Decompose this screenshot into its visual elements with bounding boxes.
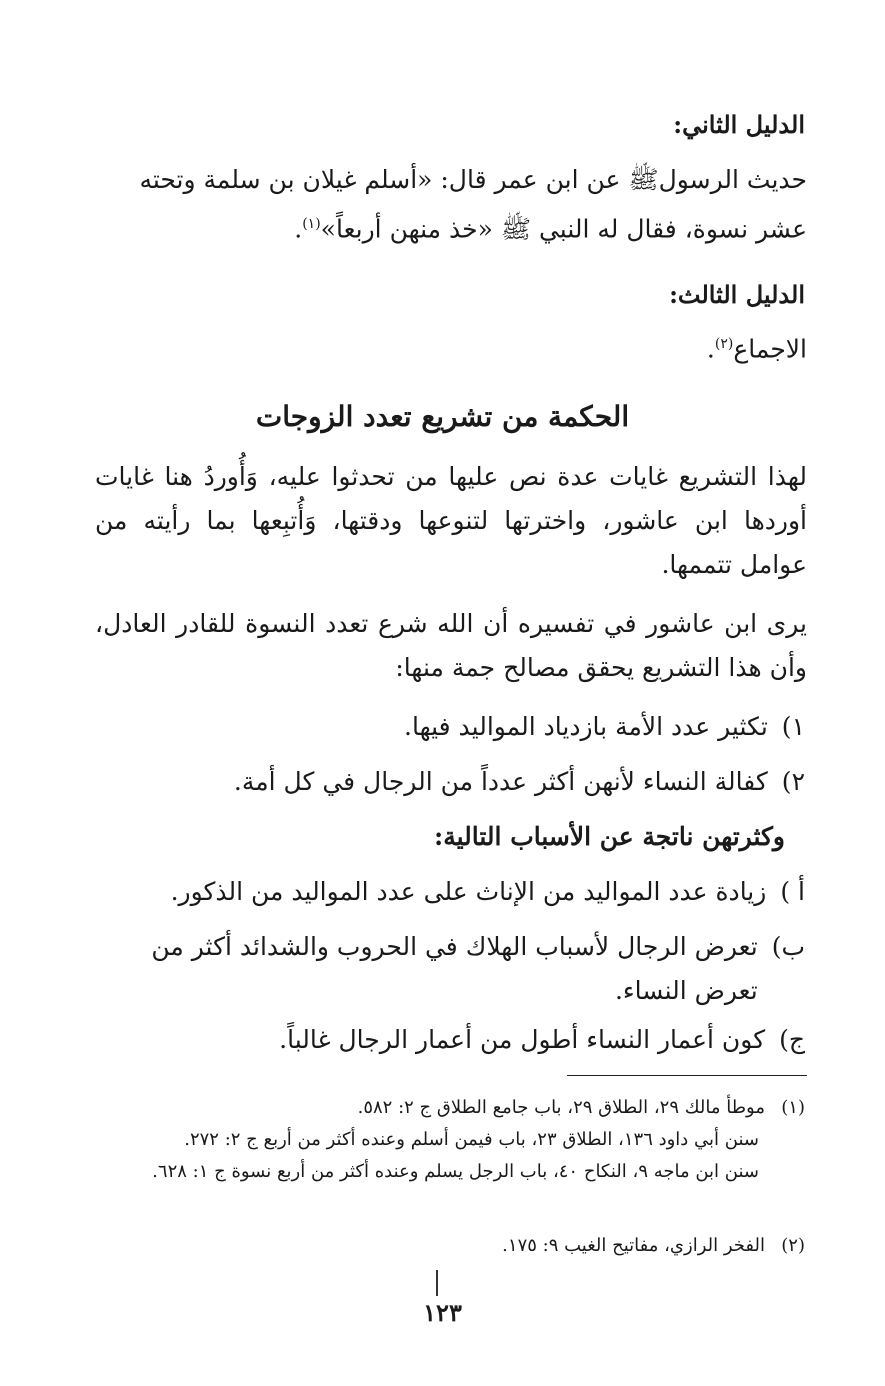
footnote-separator — [567, 1075, 807, 1076]
footnote-1-number: (١) — [781, 1097, 805, 1118]
evidence-2-paragraph — [95, 158, 807, 251]
cause-item-letter: ب) — [771, 932, 805, 961]
cause-item-text: كون أعمار النساء أطول من أعمار الرجال غالباً. — [279, 1025, 766, 1054]
evidence-2-line-2 — [95, 202, 807, 251]
evidence-2-line-1: حديث الرسولﷺ عن ابن عمر قال: «أسلم غيلان بن سلمة وتحته — [139, 165, 807, 194]
footnote-ref-1[interactable]: (١) — [302, 216, 321, 232]
evidence-3-text: الاجماع — [733, 334, 807, 364]
ibn-ashur-paragraph: يرى ابن عاشور في تفسيره أن الله شرع تعدد النسوة للقادر العادل، وأن هذا التشريع يحقق مصالح جمة منها: — [95, 609, 807, 682]
evidence-2-hadith-text: عشر نسوة، فقال له النبي ﷺ «خذ منهن أربعاً» — [320, 214, 807, 244]
section-title: الحكمة من تشريع تعدد الزوجات — [255, 400, 630, 433]
footnote-2-number: (٢) — [781, 1235, 805, 1256]
footnote-1-source-2: سنن أبي داود ١٣٦، الطلاق ٢٣، باب فيمن أسلم وعنده أكثر من أربع ج ٢: ٢٧٢. — [184, 1129, 759, 1150]
cause-item-letter: ج) — [779, 1025, 805, 1054]
footnote-1-line-1 — [90, 1092, 805, 1124]
cause-item-text: تعرض الرجال لأسباب الهلاك في الحروب والشدائد أكثر من تعرض النساء. — [151, 932, 758, 1005]
page-number: ١٢٣ — [423, 1298, 462, 1327]
list-item-text: كفالة النساء لأنهن أكثر عدداً من الرجال في كل أمة. — [233, 767, 768, 796]
footnote-2-text: الفخر الرازي، مفاتيح الغيب ٩: ١٧٥. — [502, 1235, 765, 1256]
footnote-1-source-1: موطأ مالك ٢٩، الطلاق ٢٩، باب جامع الطلاق ج ٢: ٥٨٢. — [357, 1097, 765, 1118]
evidence-3-paragraph — [95, 322, 807, 371]
footnote-2 — [90, 1230, 805, 1262]
causes-heading: وكثرتهن ناتجة عن الأسباب التالية: — [433, 822, 785, 851]
cause-item — [95, 925, 805, 1013]
footnote-ref-2[interactable]: (٢) — [714, 336, 734, 352]
margin-mark — [436, 1270, 438, 1296]
list-item — [95, 760, 805, 804]
footnote-1 — [90, 1092, 805, 1188]
evidence-3-period: . — [706, 334, 715, 364]
evidence-2-heading: الدليل الثاني: — [673, 110, 805, 139]
evidence-2-period: . — [294, 214, 303, 244]
list-item-text: تكثير عدد الأمة بازدياد المواليد فيها. — [404, 712, 768, 741]
intro-paragraph: لهذا التشريع غايات عدة نص عليها من تحدثوا عليه، وَأُوردُ هنا غايات أوردها ابن عاشور، واخترتها لتنوعها ودقتها، وَأُتبِعها بما رأيته من عوامل تتممها. — [95, 462, 807, 579]
list-item — [95, 705, 805, 749]
list-item-number: ٢) — [781, 767, 805, 796]
cause-item — [95, 870, 805, 914]
footnote-1-source-3: سنن ابن ماجه ٩، النكاح ٤٠، باب الرجل يسلم وعنده أكثر من أربع نسوة ج ١: ٦٢٨. — [152, 1161, 759, 1182]
cause-item-text: زيادة عدد المواليد من الإناث على عدد المواليد من الذكور. — [170, 877, 767, 906]
evidence-3-heading: الدليل الثالث: — [669, 280, 805, 309]
list-item-number: ١) — [781, 712, 805, 741]
cause-item — [95, 1018, 805, 1062]
cause-item-letter: أ ) — [780, 877, 805, 906]
